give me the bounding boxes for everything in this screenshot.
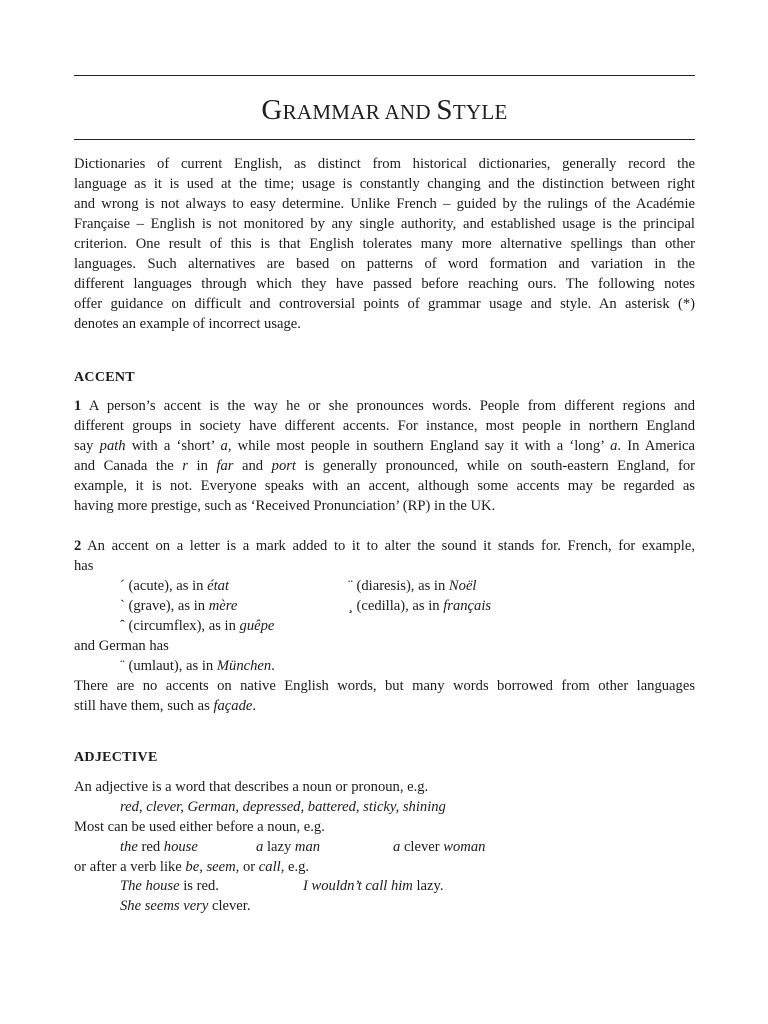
accent-p2-line: 2 An accent on a letter is a mark added to it to alter the sound it stands for. French, for example,	[74, 538, 695, 554]
adjective-example: I wouldn’t call him lazy.	[303, 878, 444, 894]
accent-p1-line: say path with a ‘short’ a, while most people in southern England say it with a ‘long’ a. In America	[74, 438, 695, 454]
accent-example-diaresis: ¨ (diaresis), as in Noël	[348, 578, 477, 594]
accent-example-umlaut: ¨ (umlaut), as in München.	[120, 658, 275, 674]
accent-example-grave: ` (grave), as in mère	[120, 598, 238, 614]
adjective-heading: ADJECTIVE	[74, 750, 158, 765]
accent-p2-line: and German has	[74, 638, 169, 654]
intro-line: criterion. One result of this is that English tolerates many more alternative spellings than other	[74, 236, 695, 252]
adjective-line: or after a verb like be, seem, or call, e.g.	[74, 859, 310, 875]
adjective-example: red, clever, German, depressed, battered, sticky, shining	[120, 799, 446, 815]
accent-p2-line: has	[74, 558, 94, 574]
accent-p2-line: still have them, such as façade.	[74, 698, 256, 714]
page-title: GRAMMAR AND STYLE	[261, 94, 508, 126]
adjective-example: a lazy man	[256, 839, 321, 855]
accent-p1-line: different groups in society have different accents. For instance, most people in northern England	[74, 418, 695, 434]
accent-example-cedilla: ¸ (cedilla), as in français	[348, 598, 492, 614]
adjective-example: a clever woman	[393, 839, 486, 855]
intro-line: and wrong is not always to easy determine. Unlike French – guided by the rulings of the Académie	[74, 196, 695, 212]
intro-line: offer guidance on difficult and controversial points of grammar usage and style. An asterisk (*)	[74, 296, 695, 312]
paragraph-number: 2	[74, 538, 82, 554]
intro-line: Dictionaries of current English, as distinct from historical dictionaries, generally record the	[74, 156, 695, 172]
adjective-line: An adjective is a word that describes a noun or pronoun, e.g.	[74, 779, 429, 795]
intro-line: Française – English is not monitored by any single authority, and established usage is the principal	[74, 216, 695, 232]
accent-heading: ACCENT	[74, 370, 135, 385]
accent-p1-line: and Canada the r in far and port is generally pronounced, while on south-eastern England, for	[74, 458, 696, 474]
accent-example-circumflex: ˆ (circumflex), as in guêpe	[120, 618, 275, 634]
intro-line: different languages through which they have passed before reaching ours. The following notes	[74, 276, 695, 292]
accent-p2-line: There are no accents on native English words, but many words borrowed from other languages	[74, 678, 695, 694]
top-rule	[74, 75, 695, 76]
accent-p1-line: example, it is not. Everyone speaks with an accent, although some accents may be regarded as	[74, 478, 695, 494]
accent-p1-line: having more prestige, such as ‘Received Pronunciation’ (RP) in the UK.	[74, 498, 496, 514]
title-rule	[74, 139, 695, 140]
intro-line: language as it is used at the time; usage is constantly changing and the distinction between right	[74, 176, 695, 192]
accent-p1-line: 1 A person’s accent is the way he or she pronounces words. People from different regions and	[74, 398, 696, 414]
adjective-example: She seems very clever.	[120, 898, 251, 914]
intro-line: denotes an example of incorrect usage.	[74, 316, 301, 332]
adjective-example: The house is red.	[120, 878, 219, 894]
adjective-example: the red house	[120, 839, 198, 855]
intro-line: languages. Such alternatives are based on patterns of word formation and variation in the	[74, 256, 695, 272]
accent-example-acute: ´ (acute), as in état	[120, 578, 230, 594]
adjective-line: Most can be used either before a noun, e.g.	[74, 819, 325, 835]
paragraph-number: 1	[74, 398, 82, 414]
